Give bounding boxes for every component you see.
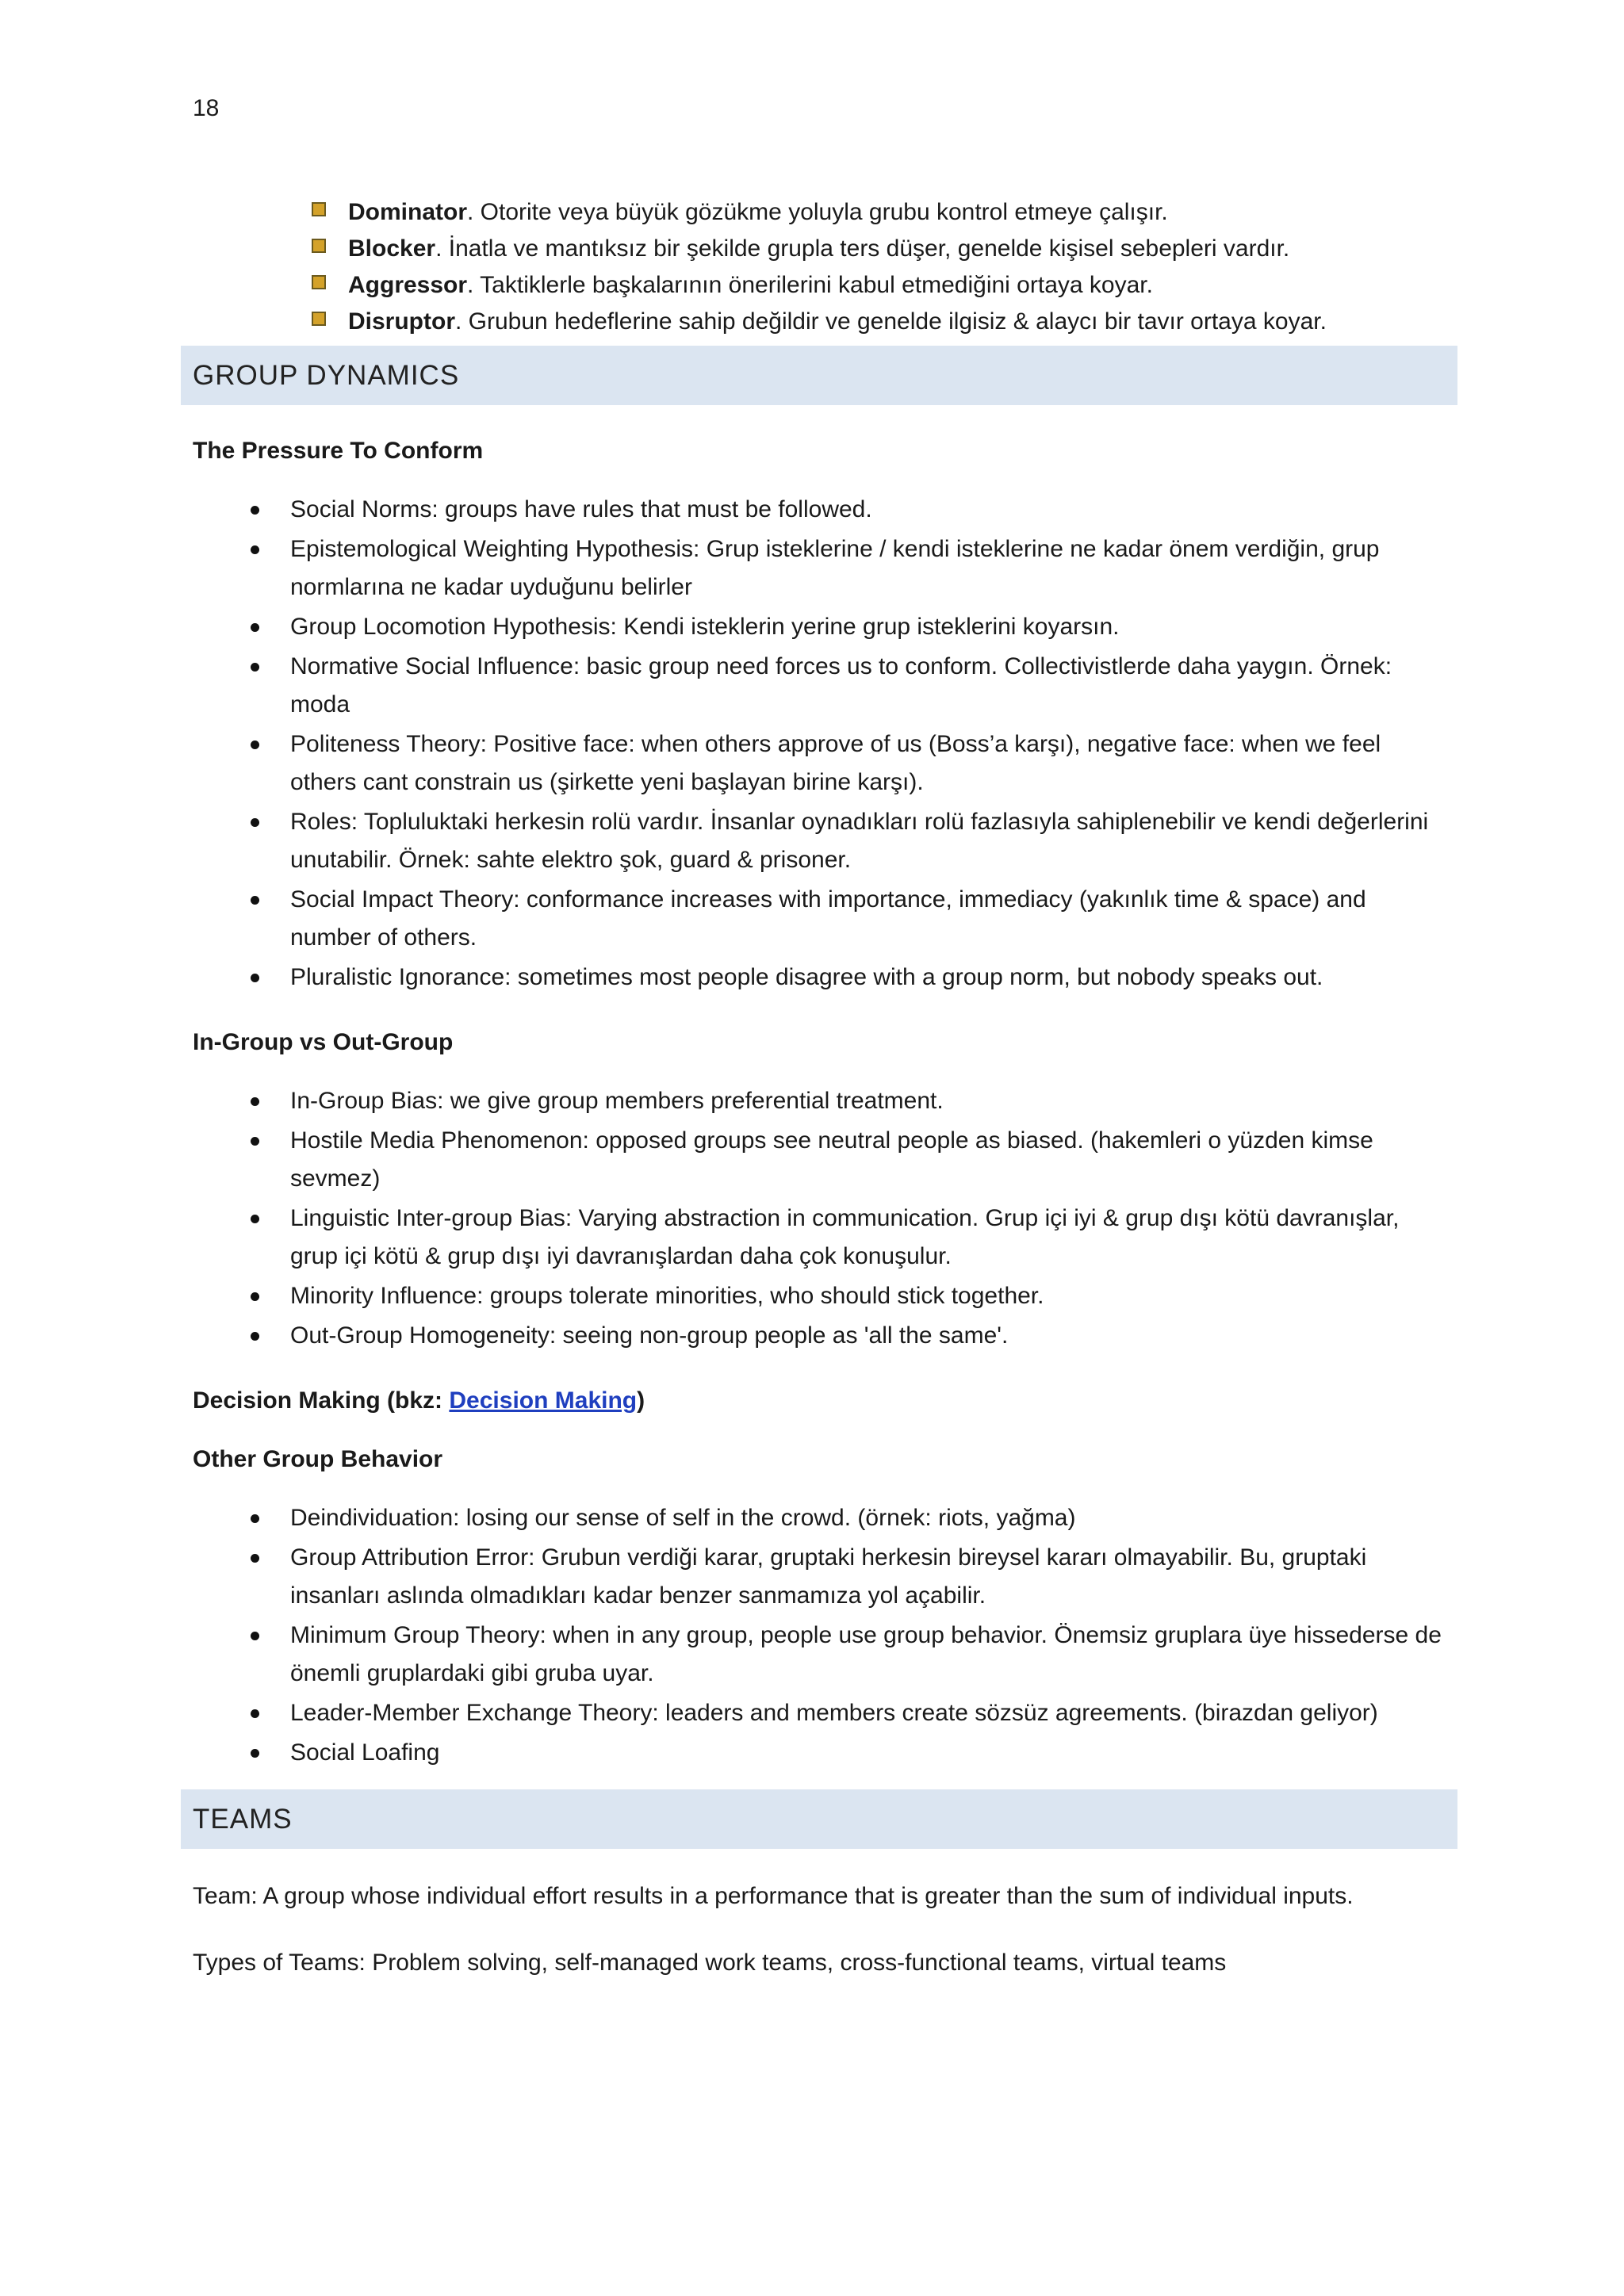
list-item: Pluralistic Ignorance: sometimes most people disagree with a group norm, but nobody speaks out.	[290, 959, 1446, 997]
page-number: 18	[193, 95, 220, 121]
square-bullet-icon	[312, 239, 326, 253]
page-content	[193, 193, 1446, 1982]
conform-list	[290, 491, 1446, 997]
section-header-teams: TEAMS	[181, 1789, 1457, 1849]
list-item: Social Impact Theory: conformance increases with importance, immediacy (yakınlık time & space) and number of others.	[290, 881, 1446, 957]
list-item: Group Attribution Error: Grubun verdiği karar, gruptaki herkesin bireysel kararı olmayabilir. Bu, gruptaki insanları aslında olmadıkları kadar benzer sanmamıza yol açabilir.	[290, 1539, 1446, 1615]
square-bullet-icon	[312, 275, 326, 289]
list-item: Out-Group Homogeneity: seeing non-group people as 'all the same'.	[290, 1317, 1446, 1355]
team-types: Types of Teams: Problem solving, self-managed work teams, cross-functional teams, virtual teams	[193, 1950, 1227, 1976]
list-item	[348, 193, 1446, 230]
subheading-other-group-behavior: Other Group Behavior	[193, 1446, 443, 1472]
list-item: In-Group Bias: we give group members preferential treatment.	[290, 1082, 1446, 1120]
list-item: Group Locomotion Hypothesis: Kendi isteklerin yerine grup isteklerini koyarsın.	[290, 608, 1446, 646]
list-item	[348, 230, 1446, 266]
list-item: Normative Social Influence: basic group need forces us to conform. Collectivistlerde daha yaygın. Örnek: moda	[290, 648, 1446, 724]
list-item: Deindividuation: losing our sense of self in the crowd. (örnek: riots, yağma)	[290, 1499, 1446, 1537]
decision-making-link[interactable]: Decision Making	[449, 1387, 638, 1414]
role-term: Dominator	[348, 199, 467, 225]
square-bullet-icon	[312, 202, 326, 216]
subheading-decision-making	[193, 1382, 1446, 1420]
list-item: Epistemological Weighting Hypothesis: Grup isteklerine / kendi isteklerine ne kadar önem verdiğin, grup normlarına ne kadar uyduğunu belirler	[290, 530, 1446, 607]
team-definition: Team: A group whose individual effort results in a performance that is greater than the sum of individual inputs.	[193, 1883, 1354, 1909]
list-item	[348, 303, 1446, 339]
list-item: Leader-Member Exchange Theory: leaders and members create sözsüz agreements. (birazdan geliyor)	[290, 1694, 1446, 1732]
list-item	[348, 266, 1446, 303]
section-header-group-dynamics: GROUP DYNAMICS	[181, 346, 1457, 405]
role-text: . İnatla ve mantıksız bir şekilde grupla ters düşer, genelde kişisel sebepleri vardır.	[435, 235, 1290, 262]
list-item: Linguistic Inter-group Bias: Varying abstraction in communication. Grup içi iyi & grup dışı kötü davranışlar, grup içi kötü & grup dışı iyi davranışlardan daha çok konuşulur.	[290, 1200, 1446, 1276]
role-term: Aggressor	[348, 272, 468, 298]
list-item: Roles: Topluluktaki herkesin rolü vardır. İnsanlar oynadıkları rolü fazlasıyla sahiplenebilir ve kendi değerlerini unutabilir. Örnek: sahte elektro şok, guard & prisoner.	[290, 803, 1446, 879]
role-term: Blocker	[348, 235, 436, 262]
list-item: Social Norms: groups have rules that must be followed.	[290, 491, 1446, 529]
ingroup-list	[290, 1082, 1446, 1355]
list-item: Minority Influence: groups tolerate minorities, who should stick together.	[290, 1277, 1446, 1315]
other-behavior-list	[290, 1499, 1446, 1772]
subheading-in-group-vs-out-group: In-Group vs Out-Group	[193, 1029, 454, 1055]
role-text: . Taktiklerle başkalarının önerilerini kabul etmediğini ortaya koyar.	[467, 272, 1153, 298]
subheading-pressure-to-conform: The Pressure To Conform	[193, 438, 484, 464]
decision-prefix: Decision Making (bkz:	[193, 1387, 450, 1414]
list-item: Politeness Theory: Positive face: when others approve of us (Boss’a karşı), negative face: when we feel others cant constrain us (şirkette yeni başlayan birine karşı).	[290, 725, 1446, 802]
role-text: . Grubun hedeflerine sahip değildir ve genelde ilgisiz & alaycı bir tavır ortaya koyar.	[455, 308, 1327, 335]
square-bullet-icon	[312, 312, 326, 326]
role-text: . Otorite veya büyük gözükme yoluyla grubu kontrol etmeye çalışır.	[467, 199, 1168, 225]
decision-suffix: )	[637, 1387, 645, 1414]
list-item: Hostile Media Phenomenon: opposed groups see neutral people as biased. (hakemleri o yüzden kimse sevmez)	[290, 1122, 1446, 1198]
roles-list	[348, 193, 1446, 339]
list-item: Social Loafing	[290, 1734, 1446, 1772]
list-item: Minimum Group Theory: when in any group, people use group behavior. Önemsiz gruplara üye hissederse de önemli gruplardaki gibi gruba uyar.	[290, 1617, 1446, 1693]
role-term: Disruptor	[348, 308, 455, 335]
